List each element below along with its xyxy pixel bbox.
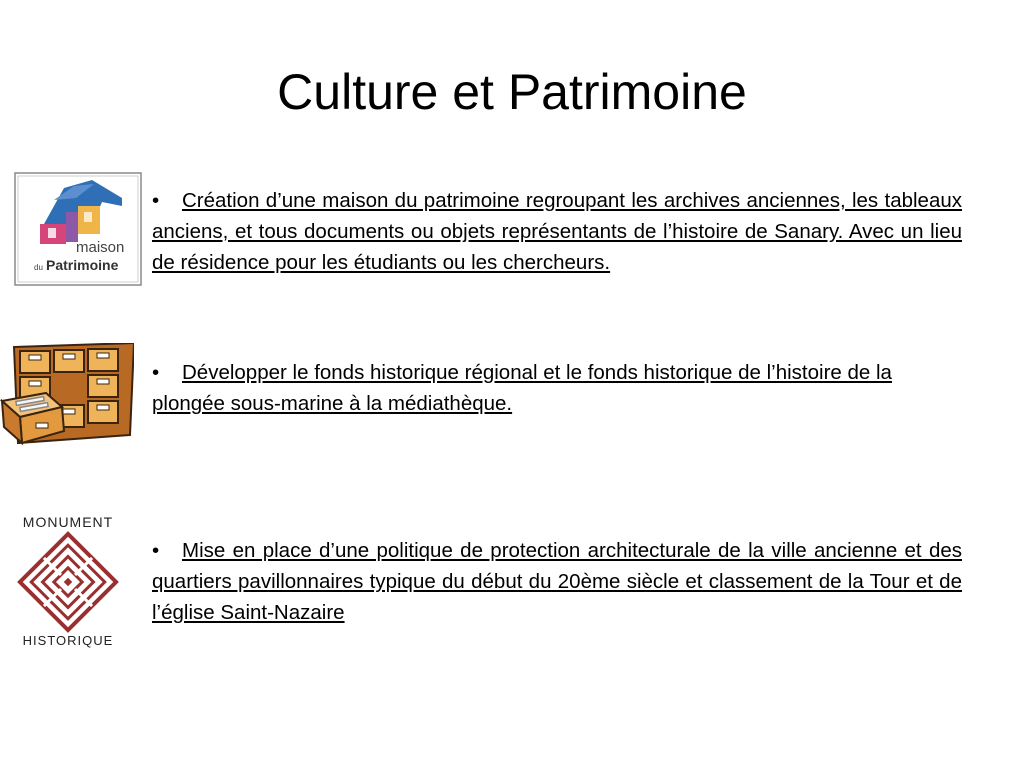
slide-title: Culture et Patrimoine bbox=[277, 64, 747, 120]
logo-text-monument: MONUMENT bbox=[22, 514, 114, 530]
logo-text-du: du bbox=[34, 263, 43, 272]
bullet-item-fonds-historique bbox=[152, 357, 952, 419]
bullet-dot: • bbox=[152, 361, 160, 384]
archive-drawers-icon bbox=[0, 343, 134, 447]
bullet-item-protection-architecturale bbox=[152, 535, 962, 628]
logo-text-maison: maison bbox=[76, 239, 125, 256]
bullet-text: Développer le fonds historique régional et le fonds historique de l’histoire de la plongée sous-marine à la médiathèque. bbox=[152, 361, 892, 415]
bullet-item-maison-patrimoine bbox=[152, 185, 962, 278]
maison-du-patrimoine-logo bbox=[14, 172, 142, 286]
bullet-text: Création d’une maison du patrimoine regroupant les archives anciennes, les tableaux anciens, et tous documents ou objets représentants de l’histoire de Sanary. Avec un lieu de résidence pour les étudiants ou les chercheurs. bbox=[152, 189, 962, 274]
monument-historique-logo bbox=[12, 512, 124, 652]
logo-text-patrimoine: Patrimoine bbox=[46, 257, 119, 273]
bullet-dot: • bbox=[152, 539, 160, 562]
bullet-dot: • bbox=[152, 189, 160, 212]
logo-text-historique: HISTORIQUE bbox=[22, 633, 114, 648]
bullet-text: Mise en place d’une politique de protection architecturale de la ville ancienne et des quartiers pavillonnaires typique du début du 20ème siècle et classement de la Tour et de l’église Saint-Nazaire bbox=[152, 539, 962, 624]
